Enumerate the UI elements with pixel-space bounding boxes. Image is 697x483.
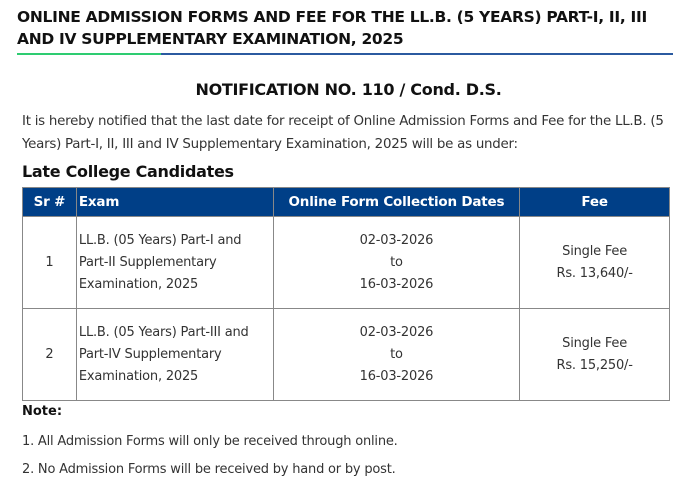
title-divider bbox=[17, 53, 673, 55]
cell-dates bbox=[273, 217, 520, 309]
date-from: 02-03-2026 bbox=[359, 324, 434, 340]
date-to: 16-03-2026 bbox=[359, 276, 434, 292]
date-sep: to bbox=[390, 254, 403, 270]
fee-amount: Rs. 15,250/- bbox=[556, 357, 633, 373]
fee-type: Single Fee bbox=[562, 335, 628, 351]
table-row bbox=[23, 309, 670, 401]
cell-sr: 1 bbox=[23, 217, 77, 309]
fee-amount: Rs. 13,640/- bbox=[556, 265, 633, 281]
date-sep: to bbox=[390, 346, 403, 362]
header-exam: Exam bbox=[76, 188, 273, 217]
note-item: 2. No Admission Forms will be received by hand or by post. bbox=[22, 462, 396, 477]
date-to: 16-03-2026 bbox=[359, 368, 434, 384]
fee-type: Single Fee bbox=[562, 243, 628, 259]
cell-sr: 2 bbox=[23, 309, 77, 401]
cell-fee bbox=[520, 309, 670, 401]
date-from: 02-03-2026 bbox=[359, 232, 434, 248]
notification-number: NOTIFICATION NO. 110 / Cond. D.S. bbox=[195, 80, 502, 99]
cell-fee bbox=[520, 217, 670, 309]
cell-exam: LL.B. (05 Years) Part-I and Part-II Supplementary Examination, 2025 bbox=[76, 217, 273, 309]
note-item: 1. All Admission Forms will only be received through online. bbox=[22, 434, 398, 449]
cell-dates bbox=[273, 309, 520, 401]
divider-accent bbox=[17, 53, 161, 55]
header-fee: Fee bbox=[520, 188, 670, 217]
notification-text: It is hereby notified that the last date for receipt of Online Admission Forms and Fee for the LL.B. (5 Years) Part-I, II, III and IV Supplementary Examination, 2025 will be as under: bbox=[22, 114, 664, 152]
schedule-table bbox=[22, 187, 670, 401]
cell-exam: LL.B. (05 Years) Part-III and Part-IV Supplementary Examination, 2025 bbox=[76, 309, 273, 401]
page-title: ONLINE ADMISSION FORMS AND FEE FOR THE LL.B. (5 YEARS) PART-I, II, III AND IV SUPPLEMENTARY EXAMINATION, 2025 bbox=[17, 8, 647, 48]
table-header bbox=[23, 188, 670, 217]
table-row bbox=[23, 217, 670, 309]
note-label: Note: bbox=[22, 404, 63, 419]
header-dates: Online Form Collection Dates bbox=[273, 188, 520, 217]
section-heading: Late College Candidates bbox=[22, 162, 234, 181]
header-sr: Sr # bbox=[23, 188, 77, 217]
